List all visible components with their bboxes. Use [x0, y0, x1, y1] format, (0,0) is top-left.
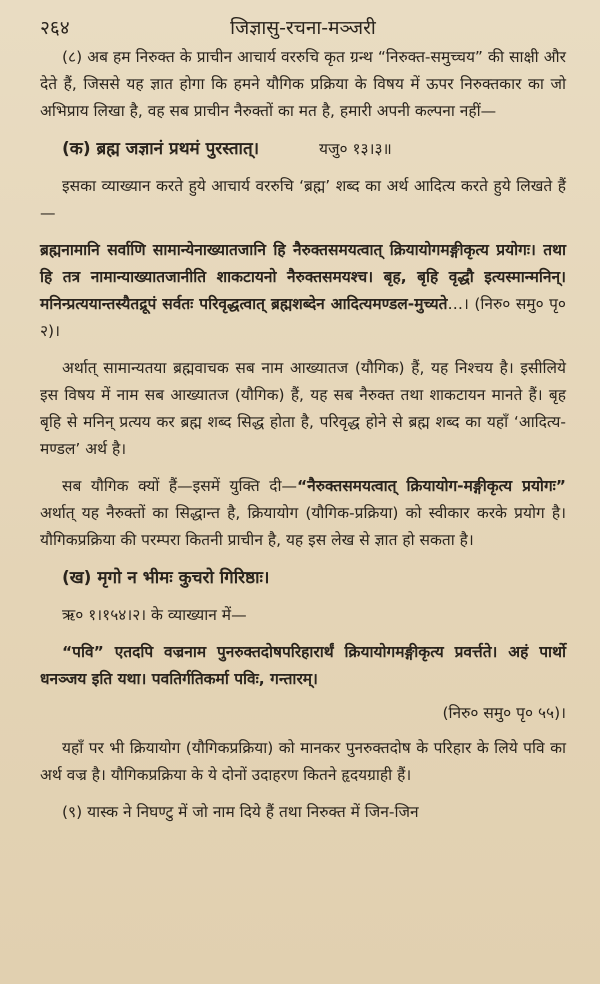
pavi-citation: (निरु० समु० पृ० ५५)।: [442, 704, 566, 722]
quote-citation: …। (निरु० समु० पृ० २)।: [40, 295, 566, 340]
page-number: २६४: [40, 17, 70, 39]
pavi-quote: “पवि” एतदपि वज्रनाम पुनरुक्तदोषपरिहारार्थं क्रियायोगमङ्गीकृत्य प्रवर्त्तते। अहं पार्थो धनञ्जय इति यथा। पवतिर्गतिकर्मा पविः, गन्तारम्।: [40, 643, 566, 688]
reason-quote: “नैरुक्तसमयत्वात् क्रियायोग-मङ्गीकृत्य प्रयोगः”: [297, 477, 566, 495]
quote-text: ब्रह्मनामानि सर्वाणि सामान्येनाख्यातजानि हि नैरुक्तसमयत्वात् क्रियायोगमङ्गीकृत्य प्रयोगः। तथा हि तत्र नामान्याख्यातजानीति शाकटायनो नैरुक्तसमयश्च। बृह, बृहि वृद्धौ इत्यस्मान्मनिन्। मनिन्प्रत्ययान्तस्यैतद्रूपं सर्वतः परिवृद्धत्वात् ब्रह्मशब्देन आदित्यमण्डल-मुच्यते: [40, 241, 566, 313]
mantra-ka-reference: यजु० १३।३॥: [319, 140, 392, 158]
paragraph-9: (९) यास्क ने निघण्टु में जो नाम दिये हैं तथा निरुक्त में जिन-जिन: [62, 803, 419, 821]
running-head: जिज्ञासु-रचना-मञ्जरी: [230, 17, 376, 39]
mantra-kha: [62, 564, 566, 592]
mantra-kha-text: (ख) मृगो न भीमः कुचरो गिरिष्ठाः।: [62, 568, 270, 588]
reason-lead: सब यौगिक क्यों हैं—इसमें युक्ति दी—: [62, 477, 297, 495]
vararuchi-intro: इसका व्याख्यान करते हुये आचार्य वररुचि ‘ब्रह्म’ शब्द का अर्थ आदित्य करते हुये लिखते हैं—: [40, 177, 566, 222]
reason-rest: अर्थात् यह नैरुक्तों का सिद्धान्त है, क्रियायोग (यौगिक-प्रक्रिया) को स्वीकार करके प्रयोग है। यौगिकप्रक्रिया की परम्परा कितनी प्राचीन है, यह इस लेख से ज्ञात हो सकता है।: [40, 504, 566, 549]
conclusion-paragraph: यहाँ पर भी क्रियायोग (यौगिकप्रक्रिया) को मानकर पुनरुक्तदोष के परिहार के लिये पवि का अर्थ वज्र है। यौगिकप्रक्रिया के ये दोनों उदाहरण कितने हृदयग्राही हैं।: [40, 739, 566, 784]
rigveda-intro: ऋ० १।१५४।२। के व्याख्यान में—: [62, 606, 247, 624]
nirukta-samuchchaya-quote: [40, 237, 566, 345]
page-header: [40, 10, 566, 44]
explanation-paragraph: अर्थात् सामान्यतया ब्रह्मवाचक सब नाम आख्यातज (यौगिक) हैं, यह निश्चय है। इसीलिये इस विषय में नाम सब आख्यातज (यौगिक) हैं, यह सब नैरुक्त तथा शाकटायन मानते हैं। बृह बृहि से मनिन् प्रत्यय कर ब्रह्म शब्द सिद्ध होता है, परिवृद्ध होने से ब्रह्म शब्द का यहाँ ‘आदित्य-मण्डल’ अर्थ है।: [40, 359, 566, 458]
paragraph-8: (८) अब हम निरुक्त के प्राचीन आचार्य वररुचि कृत ग्रन्थ “निरुक्त-समुच्चय” की साक्षी और देते हैं, जिससे यह ज्ञात होगा कि हमने यौगिक प्रक्रिया के विषय में ऊपर निरुक्तकार का जो अभिप्राय लिखा है, वह सब प्राचीन नैरुक्तों का मत है, हमारी अपनी कल्पना नहीं—: [40, 48, 566, 120]
mantra-ka: [62, 135, 566, 163]
yaugika-reason-paragraph: [40, 473, 566, 554]
mantra-ka-text: (क) ब्रह्म जज्ञानं प्रथमं पुरस्तात्।: [62, 139, 260, 159]
